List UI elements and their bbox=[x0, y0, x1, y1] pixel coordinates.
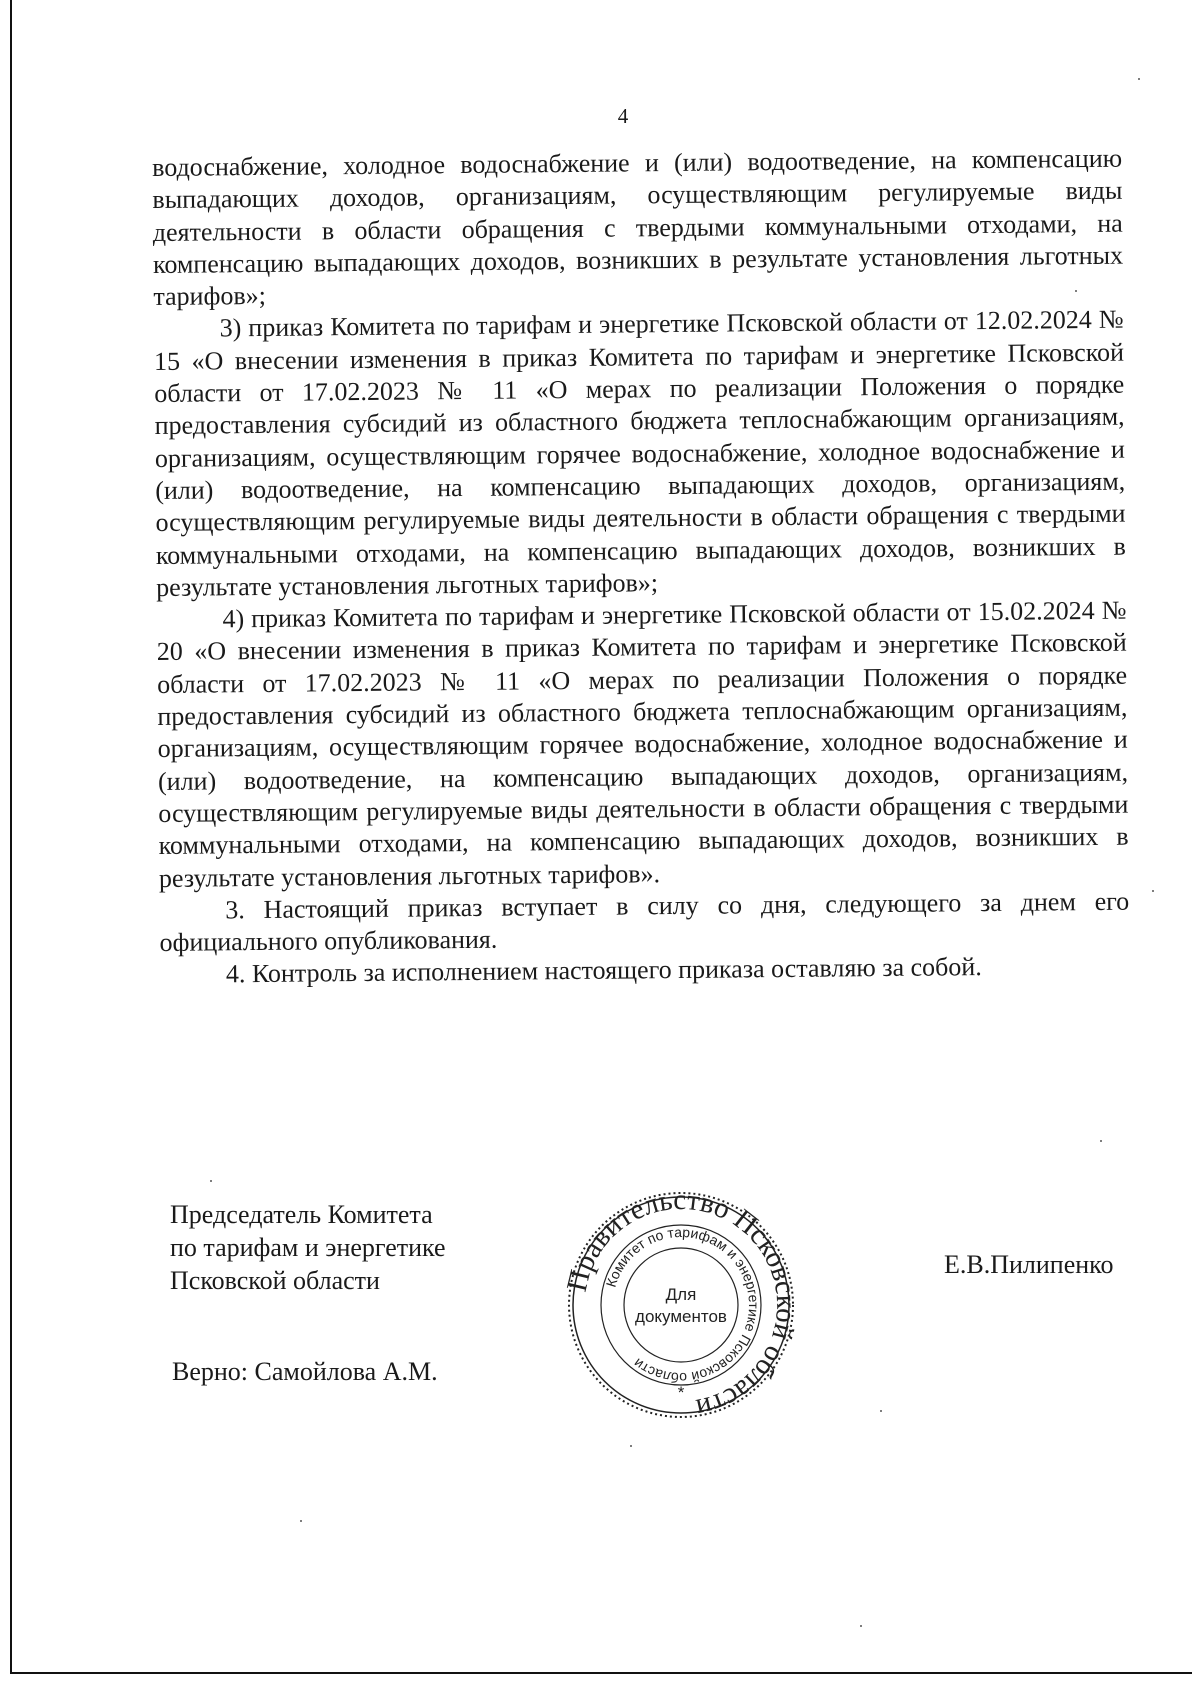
paragraph-clause-3: 3. Настоящий приказ вступает в силу со дня, следующего за днем его официального опубликования. bbox=[159, 886, 1130, 958]
seal-center-line-2: документов bbox=[635, 1307, 727, 1326]
signatory-name: Е.В.Пилипенко bbox=[944, 1250, 1114, 1279]
scan-speck bbox=[210, 1180, 212, 1182]
scan-speck bbox=[1075, 290, 1077, 292]
scan-speck bbox=[1138, 78, 1140, 80]
scan-speck bbox=[630, 1445, 632, 1447]
scan-border-left bbox=[10, 0, 12, 1674]
signatory-title-line: по тарифам и энергетике bbox=[170, 1233, 446, 1262]
official-seal-stamp bbox=[566, 1190, 796, 1420]
seal-graphic bbox=[566, 1190, 796, 1420]
certified-copy-note: Верно: Самойлова А.М. bbox=[172, 1357, 438, 1386]
signatory-title bbox=[170, 1198, 446, 1297]
scan-speck bbox=[1100, 1140, 1102, 1142]
scan-speck bbox=[860, 1625, 862, 1627]
seal-outer-text: равительство Псков области bbox=[567, 1190, 796, 1420]
signatory-title-line: Председатель Комитета bbox=[170, 1200, 433, 1229]
paragraph-item-4: 4) приказ Комитета по тарифам и энергетике Псковской области от 15.02.2024 № 20 «О внесении изменения в приказ Комитета по тарифам и энергетике Псковской области от 17.02.2023 № 11 «О мерах по реализации Положения о порядке предоставления субсидий из областного бюджета теплоснабжающим организациям, организациям, осуществляющим горячее водоснабжение, холодное водоснабжение и (или) водоотведение, на компенсацию выпадающих доходов, организациям, осуществляющим регулируемые виды деятельности в области обращения с твердыми коммунальными отходами, на компенсацию выпадающих доходов, возникших в результате установления льготных тарифов». bbox=[156, 595, 1129, 893]
paragraph-item-3: 3) приказ Комитета по тарифам и энергетике Псковской области от 12.02.2024 № 15 «О внесении изменения в приказ Комитета по тарифам и энергетике Псковской области от 17.02.2023 № 11 «О мерах по реализации Положения о порядке предоставления субсидий из областного бюджета теплоснабжающим организациям, организациям, осуществляющим горячее водоснабжение, холодное водоснабжение и (или) водоотведение, на компенсацию выпадающих доходов, организациям, осуществляющим регулируемые виды деятельности в области обращения с твердыми коммунальными отходами, на компенсацию выпадающих доходов, возникших в результате установления льготных тарифов»; bbox=[153, 305, 1126, 602]
scan-speck bbox=[1152, 890, 1154, 892]
seal-inner-text: Комитет по тарифам и энергетике Псковской области bbox=[602, 1223, 763, 1387]
page-number: 4 bbox=[617, 104, 629, 128]
signatory-title-line: Псковской области bbox=[170, 1266, 380, 1295]
scan-border-bottom bbox=[10, 1672, 1192, 1674]
seal-center-line-1: Для bbox=[665, 1285, 697, 1304]
paragraph-continuation: водоснабжение, холодное водоснабжение и (или) водоотведение, на компенсацию выпадающих доходов, организациям, осуществляющим регулируемые виды деятельности в области обращения с твердыми коммунальными отходами, на компенсацию выпадающих доходов, возникших в результате установления льготных тарифов»; bbox=[152, 143, 1124, 312]
paragraph-clause-4: 4. Контроль за исполнением настоящего приказа оставляю за собой. bbox=[225, 952, 982, 989]
scan-speck bbox=[880, 1410, 882, 1412]
scan-speck bbox=[300, 1520, 302, 1522]
document-body bbox=[152, 143, 1130, 992]
seal-star: * bbox=[677, 1383, 685, 1402]
